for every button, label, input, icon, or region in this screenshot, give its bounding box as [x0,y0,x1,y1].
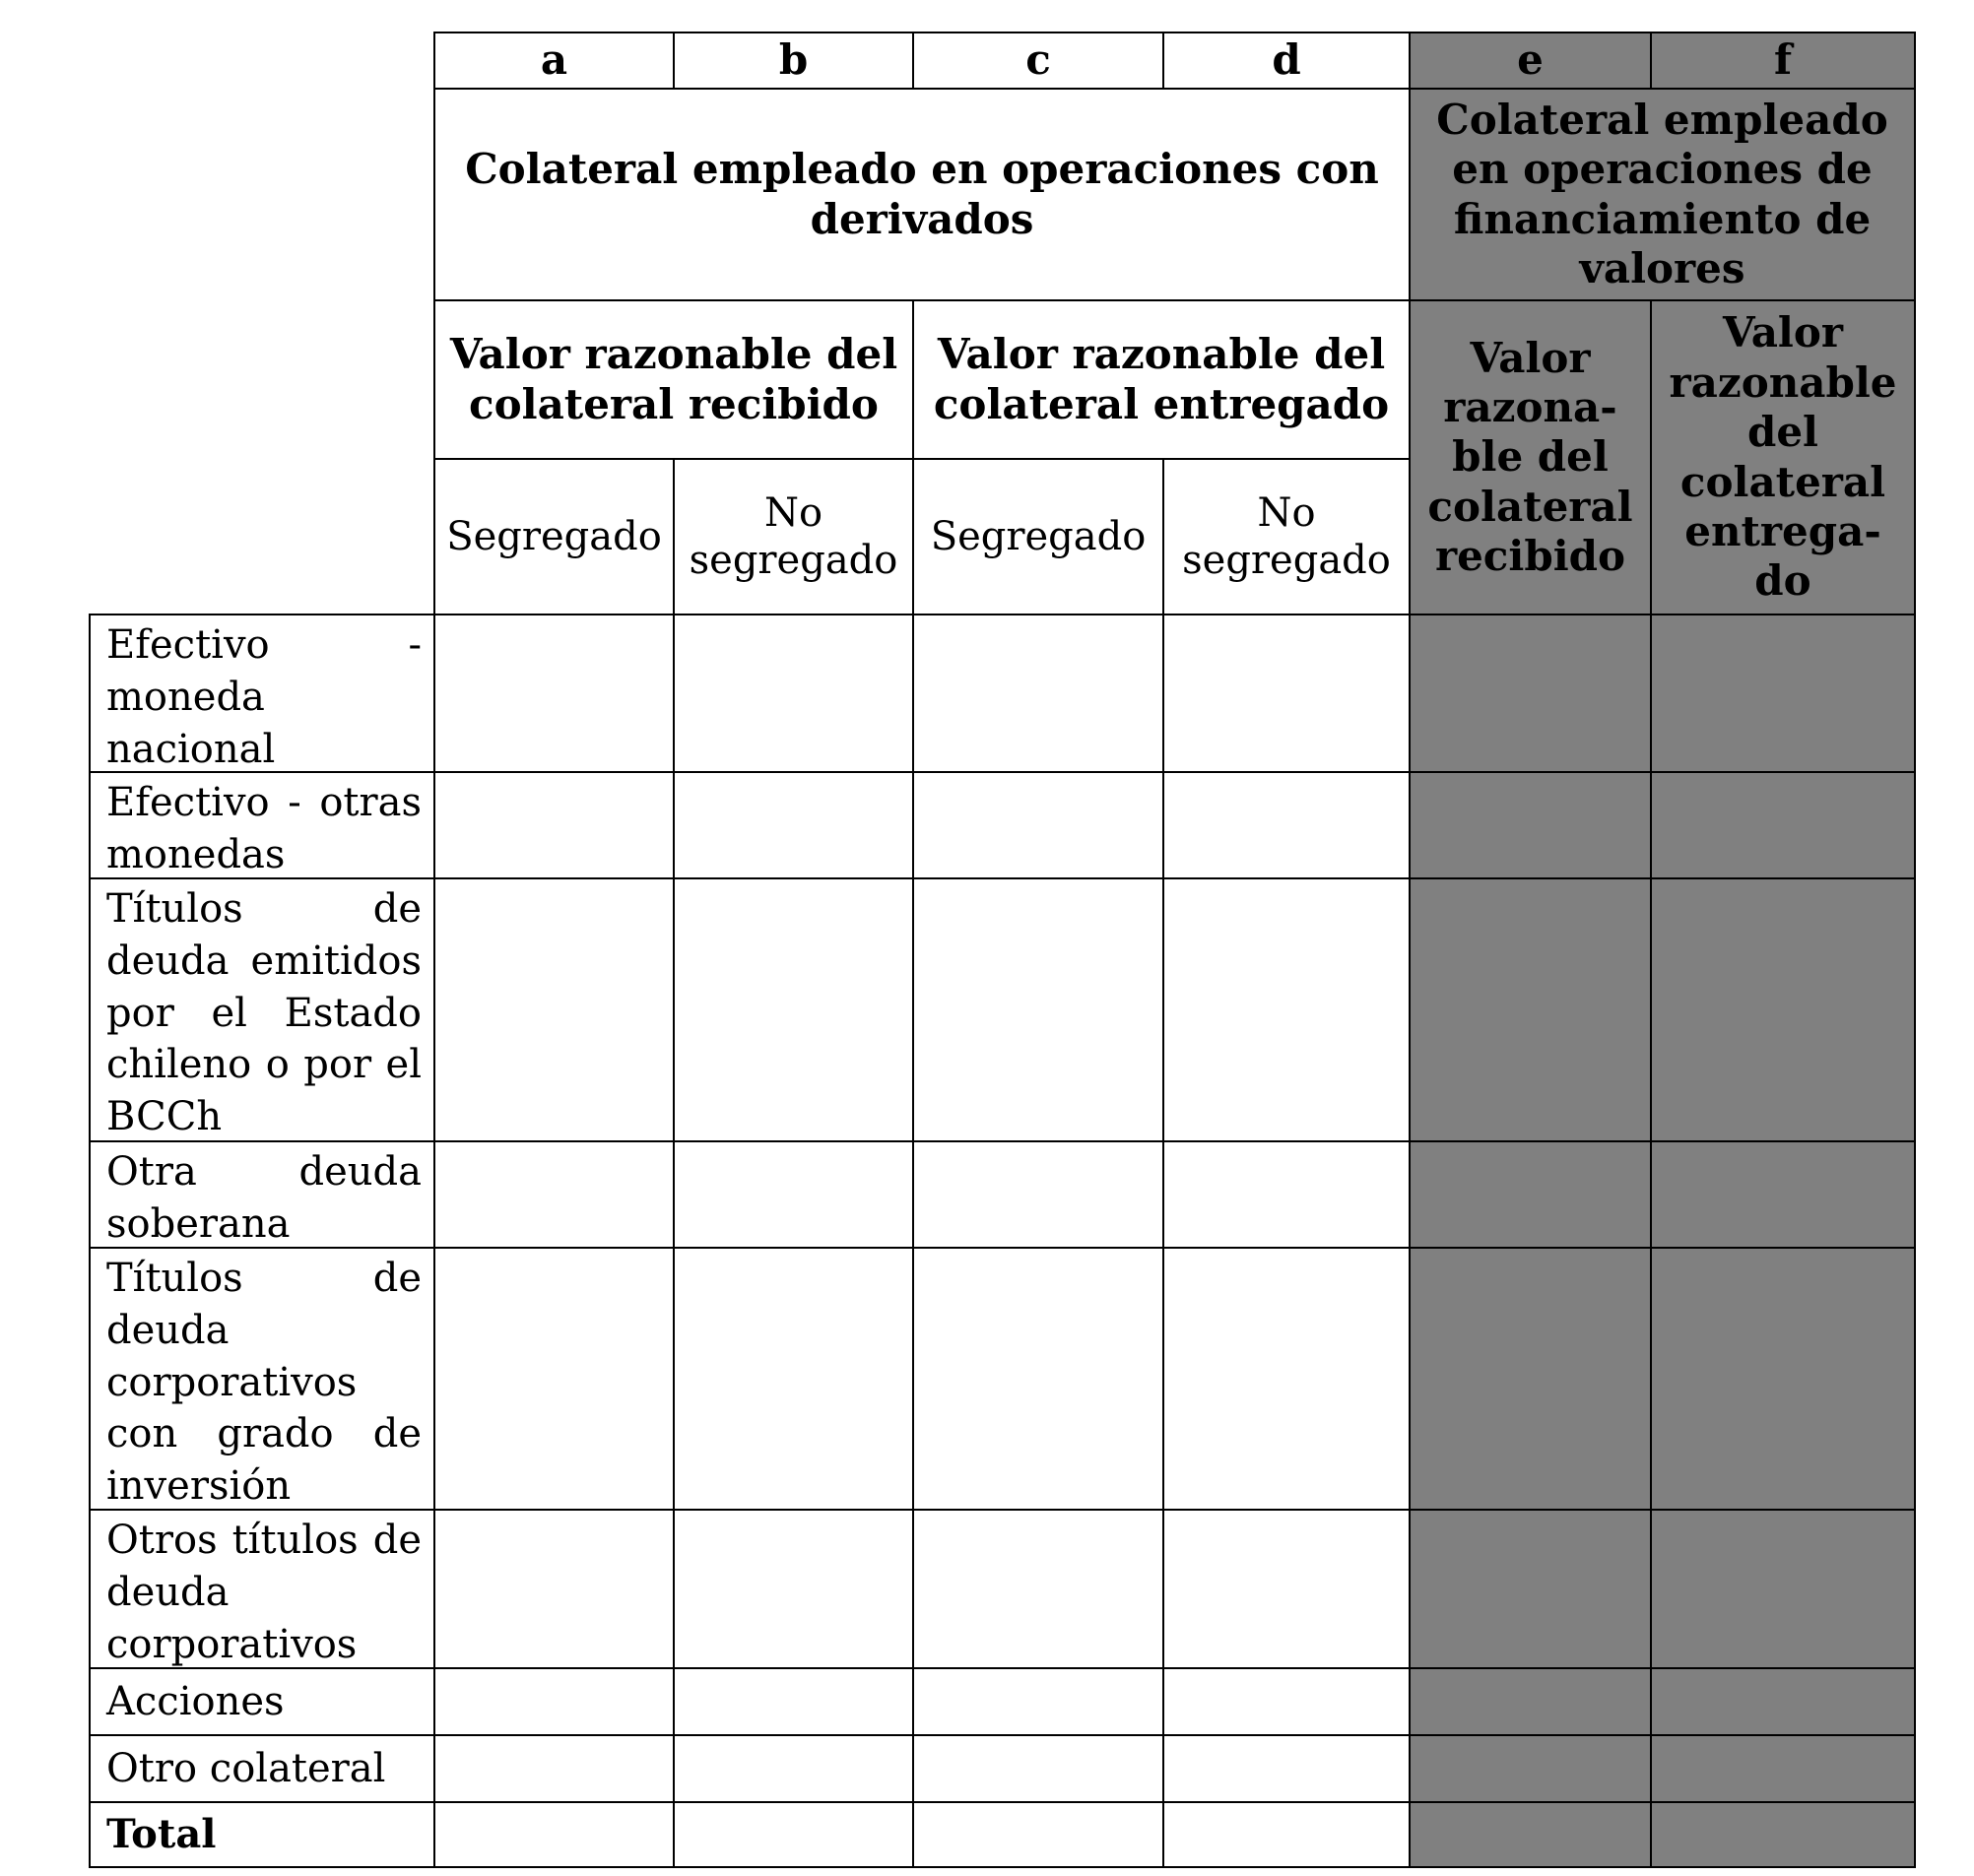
data-cell-r1-a [433,614,675,773]
sft-received-fair-value-header: Valor razona-ble del colateral recibido [1409,299,1652,615]
data-cell-r5-d [1162,1247,1411,1511]
data-cell-r9-f [1650,1801,1916,1868]
segregated-header-c: Segregado [912,458,1164,615]
data-cell-r3-f [1650,877,1916,1142]
derivatives-collateral-header: Colateral empleado en operaciones con derivados [433,88,1411,301]
data-cell-r6-a [433,1509,675,1669]
delivered-fair-value-header: Valor razonable del colateral entregado [912,299,1411,460]
data-cell-r4-a [433,1140,675,1249]
data-cell-r1-e [1409,614,1652,773]
data-cell-r2-e [1409,771,1652,879]
data-cell-r9-c [912,1801,1164,1868]
not-segregated-header-d: No segregado [1162,458,1411,615]
data-cell-r6-c [912,1509,1164,1669]
data-cell-r5-a [433,1247,675,1511]
row-label-efectivo-moneda-nacional: Efectivo - moneda nacional [89,614,435,773]
data-cell-r8-e [1409,1734,1652,1803]
data-cell-r3-d [1162,877,1411,1142]
data-cell-r4-e [1409,1140,1652,1249]
data-cell-r8-c [912,1734,1164,1803]
data-cell-r2-f [1650,771,1916,879]
data-cell-r6-d [1162,1509,1411,1669]
data-cell-r2-b [673,771,914,879]
data-cell-r1-f [1650,614,1916,773]
data-cell-r7-d [1162,1667,1411,1736]
row-label-otros-titulos-deuda-corporativos: Otros títulos de deuda corporativos [89,1509,435,1669]
data-cell-r4-f [1650,1140,1916,1249]
data-cell-r8-b [673,1734,914,1803]
data-cell-r6-e [1409,1509,1652,1669]
sft-collateral-header: Colateral empleado en operaciones de financiamiento de valores [1409,88,1916,301]
data-cell-r5-e [1409,1247,1652,1511]
row-label-otra-deuda-soberana: Otra deuda soberana [89,1140,435,1249]
data-cell-r5-b [673,1247,914,1511]
col-letter-c: c [912,32,1164,90]
col-letter-d: d [1162,32,1411,90]
data-cell-r1-b [673,614,914,773]
data-cell-r3-c [912,877,1164,1142]
col-letter-f: f [1650,32,1916,90]
data-cell-r2-d [1162,771,1411,879]
data-cell-r4-c [912,1140,1164,1249]
data-cell-r1-d [1162,614,1411,773]
row-label-titulos-deuda-estado: Títulos de deuda emitidos por el Estado chileno o por el BCCh [89,877,435,1142]
row-label-otro-colateral: Otro colateral [89,1734,435,1803]
row-label-acciones: Acciones [89,1667,435,1736]
data-cell-r7-f [1650,1667,1916,1736]
data-cell-r7-c [912,1667,1164,1736]
data-cell-r8-f [1650,1734,1916,1803]
data-cell-r9-d [1162,1801,1411,1868]
col-letter-e: e [1409,32,1652,90]
data-cell-r3-a [433,877,675,1142]
data-cell-r6-f [1650,1509,1916,1669]
data-cell-r4-b [673,1140,914,1249]
data-cell-r4-d [1162,1140,1411,1249]
data-cell-r8-a [433,1734,675,1803]
sft-delivered-fair-value-header: Valor razonable del colateral entrega-do [1650,299,1916,615]
data-cell-r5-f [1650,1247,1916,1511]
data-cell-r9-e [1409,1801,1652,1868]
not-segregated-header-b: No segregado [673,458,914,615]
data-cell-r2-c [912,771,1164,879]
data-cell-r5-c [912,1247,1164,1511]
data-cell-r3-b [673,877,914,1142]
data-cell-r7-b [673,1667,914,1736]
data-cell-r9-a [433,1801,675,1868]
received-fair-value-header: Valor razonable del colateral recibido [433,299,914,460]
row-label-titulos-deuda-corporativos-grado-inversion: Títulos de deuda corporativos con grado de inversión [89,1247,435,1511]
segregated-header-a: Segregado [433,458,675,615]
data-cell-r2-a [433,771,675,879]
data-cell-r7-e [1409,1667,1652,1736]
data-cell-r3-e [1409,877,1652,1142]
row-label-total: Total [89,1801,435,1868]
data-cell-r6-b [673,1509,914,1669]
row-label-efectivo-otras-monedas: Efectivo - otras monedas [89,771,435,879]
data-cell-r8-d [1162,1734,1411,1803]
data-cell-r7-a [433,1667,675,1736]
data-cell-r1-c [912,614,1164,773]
col-letter-a: a [433,32,675,90]
col-letter-b: b [673,32,914,90]
data-cell-r9-b [673,1801,914,1868]
